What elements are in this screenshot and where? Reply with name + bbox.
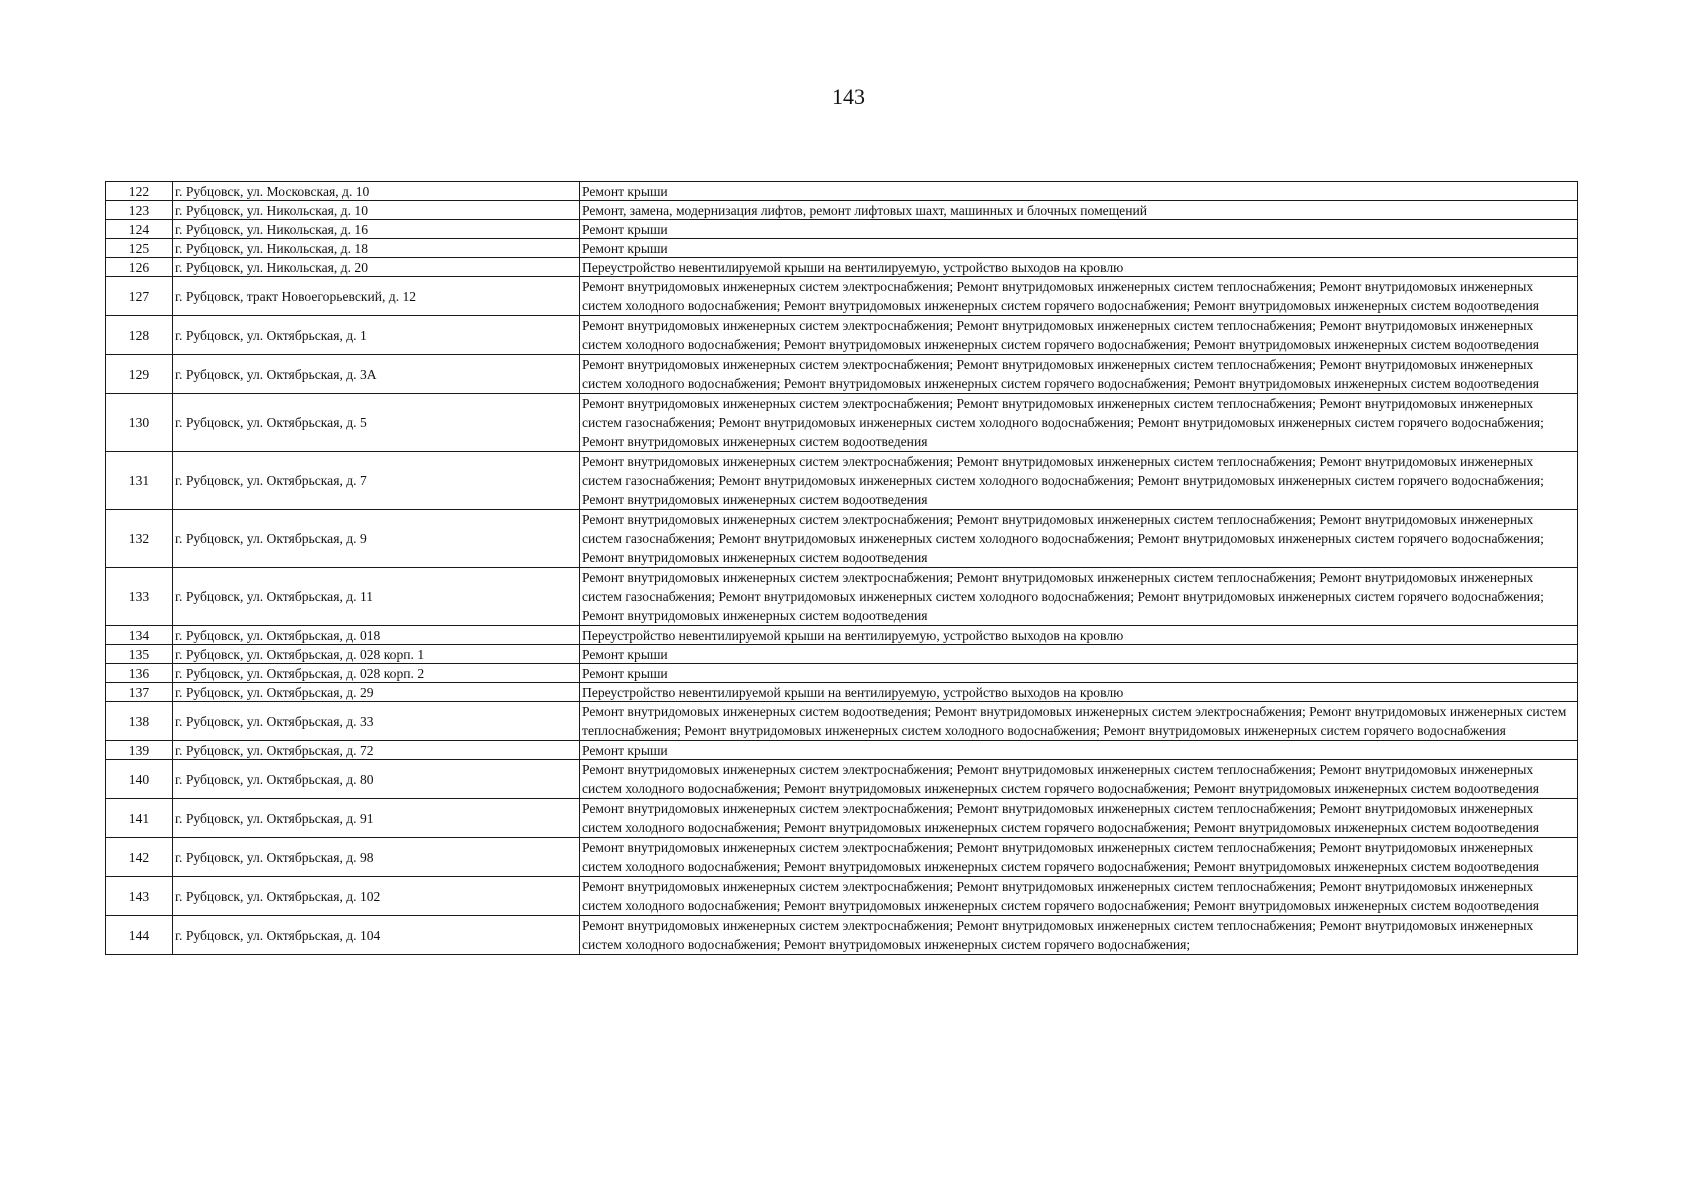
- row-number: 123: [106, 201, 173, 220]
- row-number: 138: [106, 702, 173, 741]
- row-address: г. Рубцовск, ул. Октябрьская, д. 98: [173, 838, 580, 877]
- table-row: [106, 355, 1578, 394]
- row-number: 134: [106, 626, 173, 645]
- row-number: 135: [106, 645, 173, 664]
- row-number: 128: [106, 316, 173, 355]
- row-number: 144: [106, 916, 173, 955]
- row-address: г. Рубцовск, ул. Октябрьская, д. 104: [173, 916, 580, 955]
- table-row: [106, 510, 1578, 568]
- table-row: [106, 838, 1578, 877]
- row-address: г. Рубцовск, ул. Октябрьская, д. 7: [173, 452, 580, 510]
- row-works: Ремонт крыши: [580, 182, 1578, 201]
- row-address: г. Рубцовск, тракт Новоегорьевский, д. 12: [173, 277, 580, 316]
- row-number: 127: [106, 277, 173, 316]
- row-address: г. Рубцовск, ул. Никольская, д. 18: [173, 239, 580, 258]
- table-row: [106, 702, 1578, 741]
- row-number: 130: [106, 394, 173, 452]
- row-address: г. Рубцовск, ул. Октябрьская, д. 33: [173, 702, 580, 741]
- row-number: 142: [106, 838, 173, 877]
- row-address: г. Рубцовск, ул. Московская, д. 10: [173, 182, 580, 201]
- table-row: [106, 220, 1578, 239]
- table-row: [106, 645, 1578, 664]
- row-address: г. Рубцовск, ул. Октябрьская, д. 80: [173, 760, 580, 799]
- row-number: 125: [106, 239, 173, 258]
- row-address: г. Рубцовск, ул. Октябрьская, д. 028 корп. 1: [173, 645, 580, 664]
- row-works: Переустройство невентилируемой крыши на вентилируемую, устройство выходов на кровлю: [580, 626, 1578, 645]
- row-number: 126: [106, 258, 173, 277]
- row-number: 133: [106, 568, 173, 626]
- row-works: Переустройство невентилируемой крыши на вентилируемую, устройство выходов на кровлю: [580, 683, 1578, 702]
- row-number: 132: [106, 510, 173, 568]
- works-table-body: [106, 182, 1578, 955]
- table-row: [106, 394, 1578, 452]
- table-row: [106, 277, 1578, 316]
- row-address: г. Рубцовск, ул. Никольская, д. 20: [173, 258, 580, 277]
- row-number: 129: [106, 355, 173, 394]
- row-address: г. Рубцовск, ул. Октябрьская, д. 72: [173, 741, 580, 760]
- table-row: [106, 916, 1578, 955]
- row-works: Ремонт внутридомовых инженерных систем электроснабжения; Ремонт внутридомовых инженерных систем теплоснабжения; Ремонт внутридомовых инженерных систем холодного водоснабжения; Ремонт внутридомовых инженерных систем горячего водоснабжения; Ремонт внутридомовых инженерных систем водоотведения: [580, 838, 1578, 877]
- row-number: 139: [106, 741, 173, 760]
- row-works: Ремонт внутридомовых инженерных систем водоотведения; Ремонт внутридомовых инженерных систем электроснабжения; Ремонт внутридомовых инженерных систем теплоснабжения; Ремонт внутридомовых инженерных систем холодного водоснабжения; Ремонт внутридомовых инженерных систем горячего водоснабжения: [580, 702, 1578, 741]
- row-address: г. Рубцовск, ул. Октябрьская, д. 9: [173, 510, 580, 568]
- row-address: г. Рубцовск, ул. Октябрьская, д. 11: [173, 568, 580, 626]
- row-number: 131: [106, 452, 173, 510]
- row-works: Ремонт крыши: [580, 645, 1578, 664]
- row-works: Ремонт внутридомовых инженерных систем электроснабжения; Ремонт внутридомовых инженерных систем теплоснабжения; Ремонт внутридомовых инженерных систем холодного водоснабжения; Ремонт внутридомовых инженерных систем горячего водоснабжения; Ремонт внутридомовых инженерных систем водоотведения: [580, 760, 1578, 799]
- table-row: [106, 683, 1578, 702]
- works-table: [105, 181, 1578, 955]
- row-address: г. Рубцовск, ул. Октябрьская, д. 102: [173, 877, 580, 916]
- row-works: Ремонт внутридомовых инженерных систем электроснабжения; Ремонт внутридомовых инженерных систем теплоснабжения; Ремонт внутридомовых инженерных систем холодного водоснабжения; Ремонт внутридомовых инженерных систем горячего водоснабжения; Ремонт внутридомовых инженерных систем водоотведения: [580, 316, 1578, 355]
- row-number: 124: [106, 220, 173, 239]
- table-row: [106, 877, 1578, 916]
- row-address: г. Рубцовск, ул. Октябрьская, д. 29: [173, 683, 580, 702]
- row-address: г. Рубцовск, ул. Октябрьская, д. 5: [173, 394, 580, 452]
- row-address: г. Рубцовск, ул. Октябрьская, д. 91: [173, 799, 580, 838]
- row-works: Ремонт крыши: [580, 220, 1578, 239]
- table-row: [106, 626, 1578, 645]
- table-row: [106, 258, 1578, 277]
- table-row: [106, 182, 1578, 201]
- row-address: г. Рубцовск, ул. Октябрьская, д. 028 корп. 2: [173, 664, 580, 683]
- table-row: [106, 664, 1578, 683]
- page-number: 143: [832, 84, 865, 109]
- row-works: Ремонт внутридомовых инженерных систем электроснабжения; Ремонт внутридомовых инженерных систем теплоснабжения; Ремонт внутридомовых инженерных систем газоснабжения; Ремонт внутридомовых инженерных систем холодного водоснабжения; Ремонт внутридомовых инженерных систем горячего водоснабжения; Ремонт внутридомовых инженерных систем водоотведения: [580, 394, 1578, 452]
- table-row: [106, 568, 1578, 626]
- table-row: [106, 316, 1578, 355]
- table-row: [106, 760, 1578, 799]
- row-address: г. Рубцовск, ул. Никольская, д. 10: [173, 201, 580, 220]
- row-number: 140: [106, 760, 173, 799]
- row-number: 136: [106, 664, 173, 683]
- row-works: Ремонт внутридомовых инженерных систем электроснабжения; Ремонт внутридомовых инженерных систем теплоснабжения; Ремонт внутридомовых инженерных систем холодного водоснабжения; Ремонт внутридомовых инженерных систем горячего водоснабжения; Ремонт внутридомовых инженерных систем водоотведения: [580, 277, 1578, 316]
- row-address: г. Рубцовск, ул. Октябрьская, д. 3А: [173, 355, 580, 394]
- row-works: Ремонт внутридомовых инженерных систем электроснабжения; Ремонт внутридомовых инженерных систем теплоснабжения; Ремонт внутридомовых инженерных систем холодного водоснабжения; Ремонт внутридомовых инженерных систем горячего водоснабжения; Ремонт внутридомовых инженерных систем водоотведения: [580, 799, 1578, 838]
- table-row: [106, 741, 1578, 760]
- table-row: [106, 799, 1578, 838]
- row-number: 143: [106, 877, 173, 916]
- row-works: Ремонт внутридомовых инженерных систем электроснабжения; Ремонт внутридомовых инженерных систем теплоснабжения; Ремонт внутридомовых инженерных систем газоснабжения; Ремонт внутридомовых инженерных систем холодного водоснабжения; Ремонт внутридомовых инженерных систем горячего водоснабжения; Ремонт внутридомовых инженерных систем водоотведения: [580, 510, 1578, 568]
- row-address: г. Рубцовск, ул. Никольская, д. 16: [173, 220, 580, 239]
- row-works: Ремонт крыши: [580, 741, 1578, 760]
- row-works: Ремонт внутридомовых инженерных систем электроснабжения; Ремонт внутридомовых инженерных систем теплоснабжения; Ремонт внутридомовых инженерных систем холодного водоснабжения; Ремонт внутридомовых инженерных систем горячего водоснабжения; Ремонт внутридомовых инженерных систем водоотведения: [580, 877, 1578, 916]
- row-works: Переустройство невентилируемой крыши на вентилируемую, устройство выходов на кровлю: [580, 258, 1578, 277]
- row-address: г. Рубцовск, ул. Октябрьская, д. 018: [173, 626, 580, 645]
- row-works: Ремонт, замена, модернизация лифтов, ремонт лифтовых шахт, машинных и блочных помещений: [580, 201, 1578, 220]
- row-works: Ремонт внутридомовых инженерных систем электроснабжения; Ремонт внутридомовых инженерных систем теплоснабжения; Ремонт внутридомовых инженерных систем холодного водоснабжения; Ремонт внутридомовых инженерных систем горячего водоснабжения; Ремонт внутридомовых инженерных систем водоотведения: [580, 355, 1578, 394]
- table-row: [106, 452, 1578, 510]
- row-works: Ремонт внутридомовых инженерных систем электроснабжения; Ремонт внутридомовых инженерных систем теплоснабжения; Ремонт внутридомовых инженерных систем газоснабжения; Ремонт внутридомовых инженерных систем холодного водоснабжения; Ремонт внутридомовых инженерных систем горячего водоснабжения; Ремонт внутридомовых инженерных систем водоотведения: [580, 452, 1578, 510]
- row-works: Ремонт крыши: [580, 664, 1578, 683]
- row-works: Ремонт крыши: [580, 239, 1578, 258]
- table-row: [106, 239, 1578, 258]
- row-works: Ремонт внутридомовых инженерных систем электроснабжения; Ремонт внутридомовых инженерных систем теплоснабжения; Ремонт внутридомовых инженерных систем газоснабжения; Ремонт внутридомовых инженерных систем холодного водоснабжения; Ремонт внутридомовых инженерных систем горячего водоснабжения; Ремонт внутридомовых инженерных систем водоотведения: [580, 568, 1578, 626]
- row-works: Ремонт внутридомовых инженерных систем электроснабжения; Ремонт внутридомовых инженерных систем теплоснабжения; Ремонт внутридомовых инженерных систем холодного водоснабжения; Ремонт внутридомовых инженерных систем горячего водоснабжения;: [580, 916, 1578, 955]
- row-number: 137: [106, 683, 173, 702]
- row-number: 141: [106, 799, 173, 838]
- row-number: 122: [106, 182, 173, 201]
- row-address: г. Рубцовск, ул. Октябрьская, д. 1: [173, 316, 580, 355]
- table-row: [106, 201, 1578, 220]
